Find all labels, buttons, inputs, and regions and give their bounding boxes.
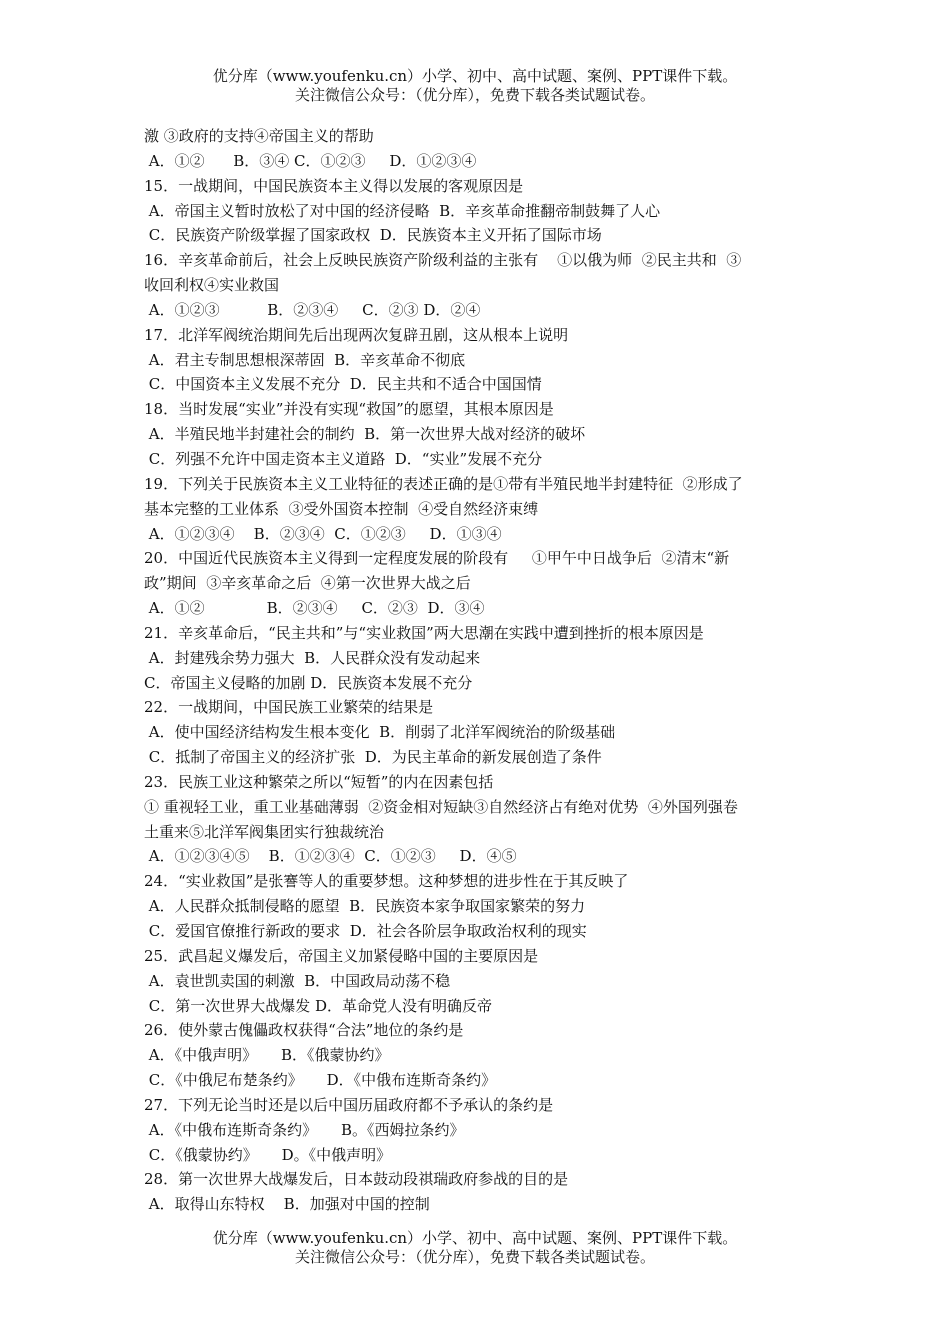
text-line: A．①②③ B．②③④ C．②③ D．②④ [144, 300, 481, 319]
text-line: 激 ③政府的支持④帝国主义的帮助 [144, 127, 374, 145]
text-line: A．君主专制思想根深蒂固 B．辛亥革命不彻底 [144, 350, 466, 369]
question-body [144, 124, 814, 1217]
text-line: 22．一战期间，中国民族工业繁荣的结果是 [144, 698, 434, 717]
text-line: 20．中国近代民族资本主义得到一定程度发展的阶段有 ①甲午中日战争后 ②清末“新 [144, 549, 730, 568]
text-line: A．①② B．③④ C．①②③ D．①②③④ [144, 151, 477, 170]
text-line: A．①② B．②③④ C．②③ D．③④ [144, 599, 485, 618]
text-line: 基本完整的工业体系 ③受外国资本控制 ④受自然经济束缚 [144, 499, 539, 518]
text-line: A．《中俄布连斯奇条约》 B。《西姆拉条约》 [144, 1120, 465, 1139]
footer-line-2: 关注微信公众号：（优分库），免费下载各类试题试卷。 [294, 1248, 655, 1266]
text-line: C．《俄蒙协约》 D。《中俄声明》 [144, 1145, 392, 1164]
text-line: 25．武昌起义爆发后，帝国主义加紧侵略中国的主要原因是 [144, 946, 539, 965]
text-line: 23．民族工业这种繁荣之所以“短暂”的内在因素包括 [144, 772, 494, 791]
text-line: 16．辛亥革命前后，社会上反映民族资产阶级利益的主张有 ①以俄为师 ②民主共和 ③ [144, 251, 742, 270]
text-line: 收回利权④实业救国 [144, 276, 280, 295]
text-line: C．爱国官僚推行新政的要求 D．社会各阶层争取政治权利的现实 [144, 922, 587, 940]
text-line: 17．北洋军阀统治期间先后出现两次复辟丑剧，这从根本上说明 [144, 325, 569, 344]
text-line: 15．一战期间，中国民族资本主义得以发展的客观原因是 [144, 176, 524, 195]
text-line: 土重来⑤北洋军阀集团实行独裁统治 [144, 822, 385, 841]
text-line: 24．“实业救国”是张謇等人的重要梦想。这种梦想的进步性在于其反映了 [144, 872, 629, 891]
text-line: A．使中国经济结构发生根本变化 B．削弱了北洋军阀统治的阶级基础 [144, 723, 616, 742]
text-line: 27．下列无论当时还是以后中国历届政府都不予承认的条约是 [144, 1095, 554, 1114]
page-footer [0, 1229, 950, 1267]
text-line: 19．下列关于民族资本主义工业特征的表述正确的是①带有半殖民地半封建特征 ②形成了 [144, 474, 743, 493]
text-line: C．中国资本主义发展不充分 D．民主共和不适合中国国情 [144, 375, 542, 394]
text-line: A．《中俄声明》 B．《俄蒙协约》 [144, 1046, 390, 1065]
page-header [0, 67, 950, 105]
text-line: A．①②③④⑤ B．①②③④ C．①②③ D．④⑤ [144, 847, 517, 866]
text-line: A．封建残余势力强大 B．人民群众没有发动起来 [144, 648, 481, 667]
text-line: A．帝国主义暂时放松了对中国的经济侵略 B．辛亥革命推翻帝制鼓舞了人心 [144, 201, 661, 220]
text-line: 21．辛亥革命后，“民主共和”与“实业救国”两大思潮在实践中遭到挫折的根本原因是 [144, 623, 704, 642]
text-line: C．民族资产阶级掌握了国家政权 D．民族资本主义开拓了国际市场 [144, 226, 602, 245]
text-line: C．《中俄尼布楚条约》 D．《中俄布连斯奇条约》 [144, 1071, 497, 1090]
text-line: A．半殖民地半封建社会的制约 B．第一次世界大战对经济的破坏 [144, 425, 586, 444]
text-line: C．帝国主义侵略的加剧 D．民族资本发展不充分 [144, 673, 473, 692]
text-line: 18．当时发展“实业”并没有实现“救国”的愿望，其根本原因是 [144, 400, 554, 419]
header-line-1: 优分库（www.youfenku.cn）小学、初中、高中试题、案例、PPT课件下载。 [212, 67, 738, 85]
text-line: C．列强不允许中国走资本主义道路 D．“实业”发展不充分 [144, 449, 543, 468]
text-line: A．①②③④ B．②③④ C．①②③ D．①③④ [144, 524, 502, 543]
text-line: 政”期间 ③辛亥革命之后 ④第一次世界大战之后 [144, 574, 471, 593]
text-line: 28．第一次世界大战爆发后，日本鼓动段祺瑞政府参战的目的是 [144, 1170, 569, 1189]
text-line: A．人民群众抵制侵略的愿望 B．民族资本家争取国家繁荣的努力 [144, 897, 586, 916]
text-line: C．第一次世界大战爆发 D．革命党人没有明确反帝 [144, 996, 493, 1015]
text-line: C．抵制了帝国主义的经济扩张 D．为民主革命的新发展创造了条件 [144, 748, 602, 767]
text-line: ① 重视轻工业，重工业基础薄弱 ②资金相对短缺③自然经济占有绝对优势 ④外国列强卷 [144, 797, 738, 816]
header-line-2: 关注微信公众号：（优分库），免费下载各类试题试卷。 [294, 86, 655, 104]
text-line: A．袁世凯卖国的刺激 B．中国政局动荡不稳 [144, 971, 451, 990]
text-line: A．取得山东特权 B．加强对中国的控制 [144, 1195, 430, 1214]
text-line: 26．使外蒙古傀儡政权获得“合法”地位的条约是 [144, 1021, 464, 1040]
footer-line-1: 优分库（www.youfenku.cn）小学、初中、高中试题、案例、PPT课件下载。 [212, 1229, 738, 1247]
